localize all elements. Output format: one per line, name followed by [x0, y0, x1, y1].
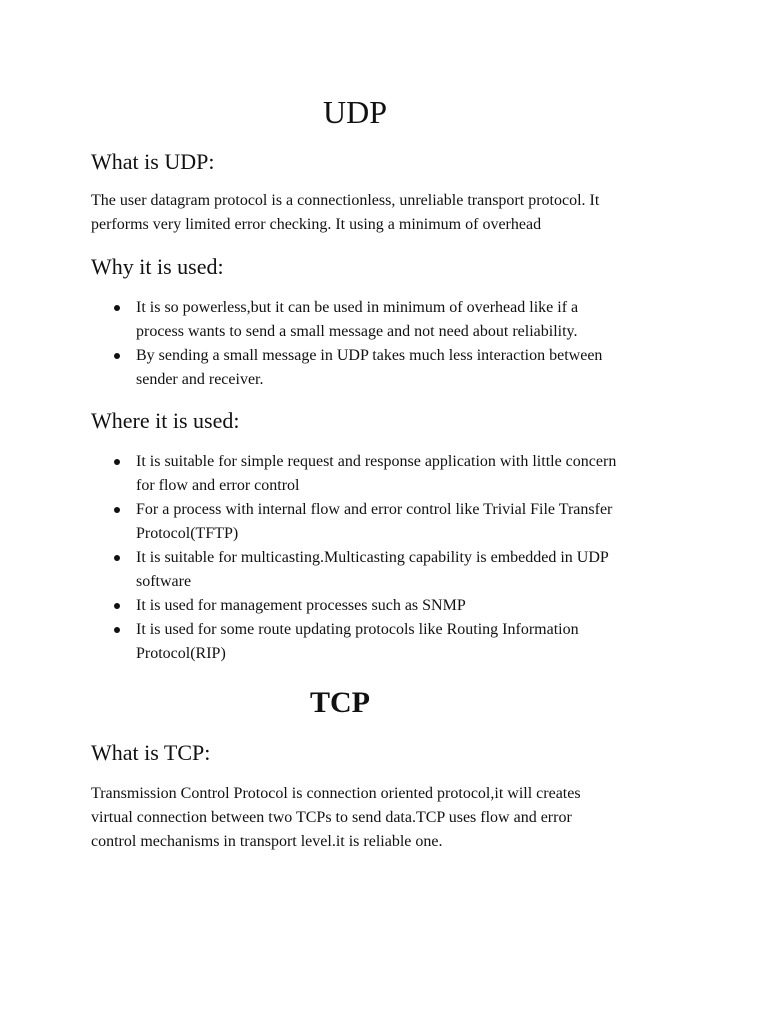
list-item-line: For a process with internal flow and error control like Trivial File Transfer — [136, 501, 613, 518]
tcp-definition-line: Transmission Control Protocol is connection oriented protocol,it will creates — [91, 785, 581, 802]
tcp-title: TCP — [310, 686, 370, 719]
tcp-definition-line: virtual connection between two TCPs to send data.TCP uses flow and error — [91, 809, 572, 826]
list-item — [91, 618, 711, 666]
bullet-icon — [114, 627, 120, 633]
udp-definition-line: The user datagram protocol is a connectionless, unreliable transport protocol. It — [91, 192, 600, 209]
bullet-icon — [114, 555, 120, 561]
list-item-line: Protocol(TFTP) — [136, 525, 239, 542]
list-item — [91, 546, 711, 594]
bullet-icon — [114, 353, 120, 359]
bullet-icon — [114, 305, 120, 311]
why-used-list — [91, 296, 711, 392]
list-item-line: It is so powerless,but it can be used in minimum of overhead like if a — [136, 299, 579, 316]
why-it-is-used-heading: Why it is used: — [91, 254, 224, 279]
list-item — [91, 498, 711, 546]
where-used-list — [91, 450, 711, 666]
list-item-line: process wants to send a small message and not need about reliability. — [136, 323, 578, 340]
tcp-definition-paragraph — [91, 782, 691, 854]
where-it-is-used-heading: Where it is used: — [91, 408, 240, 433]
list-item — [91, 344, 711, 392]
list-item — [91, 594, 711, 618]
list-item-line: By sending a small message in UDP takes much less interaction between — [136, 347, 603, 364]
udp-definition-paragraph — [91, 189, 691, 237]
what-is-tcp-heading: What is TCP: — [91, 740, 211, 765]
list-item-line: It is used for management processes such as SNMP — [136, 597, 466, 614]
list-item-line: It is suitable for simple request and response application with little concern — [136, 453, 617, 470]
bullet-icon — [114, 507, 120, 513]
list-item-line: sender and receiver. — [136, 371, 264, 388]
what-is-udp-heading: What is UDP: — [91, 149, 215, 174]
list-item — [91, 296, 711, 344]
list-item-line: It is suitable for multicasting.Multicasting capability is embedded in UDP — [136, 549, 609, 566]
list-item-line: It is used for some route updating protocols like Routing Information — [136, 621, 579, 638]
bullet-icon — [114, 459, 120, 465]
udp-title: UDP — [323, 94, 388, 130]
list-item-line: Protocol(RIP) — [136, 645, 226, 662]
list-item-line: for flow and error control — [136, 477, 300, 494]
udp-definition-line: performs very limited error checking. It using a minimum of overhead — [91, 216, 542, 233]
list-item-line: software — [136, 573, 192, 590]
bullet-icon — [114, 603, 120, 609]
tcp-definition-line: control mechanisms in transport level.it is reliable one. — [91, 833, 443, 850]
list-item — [91, 450, 711, 498]
